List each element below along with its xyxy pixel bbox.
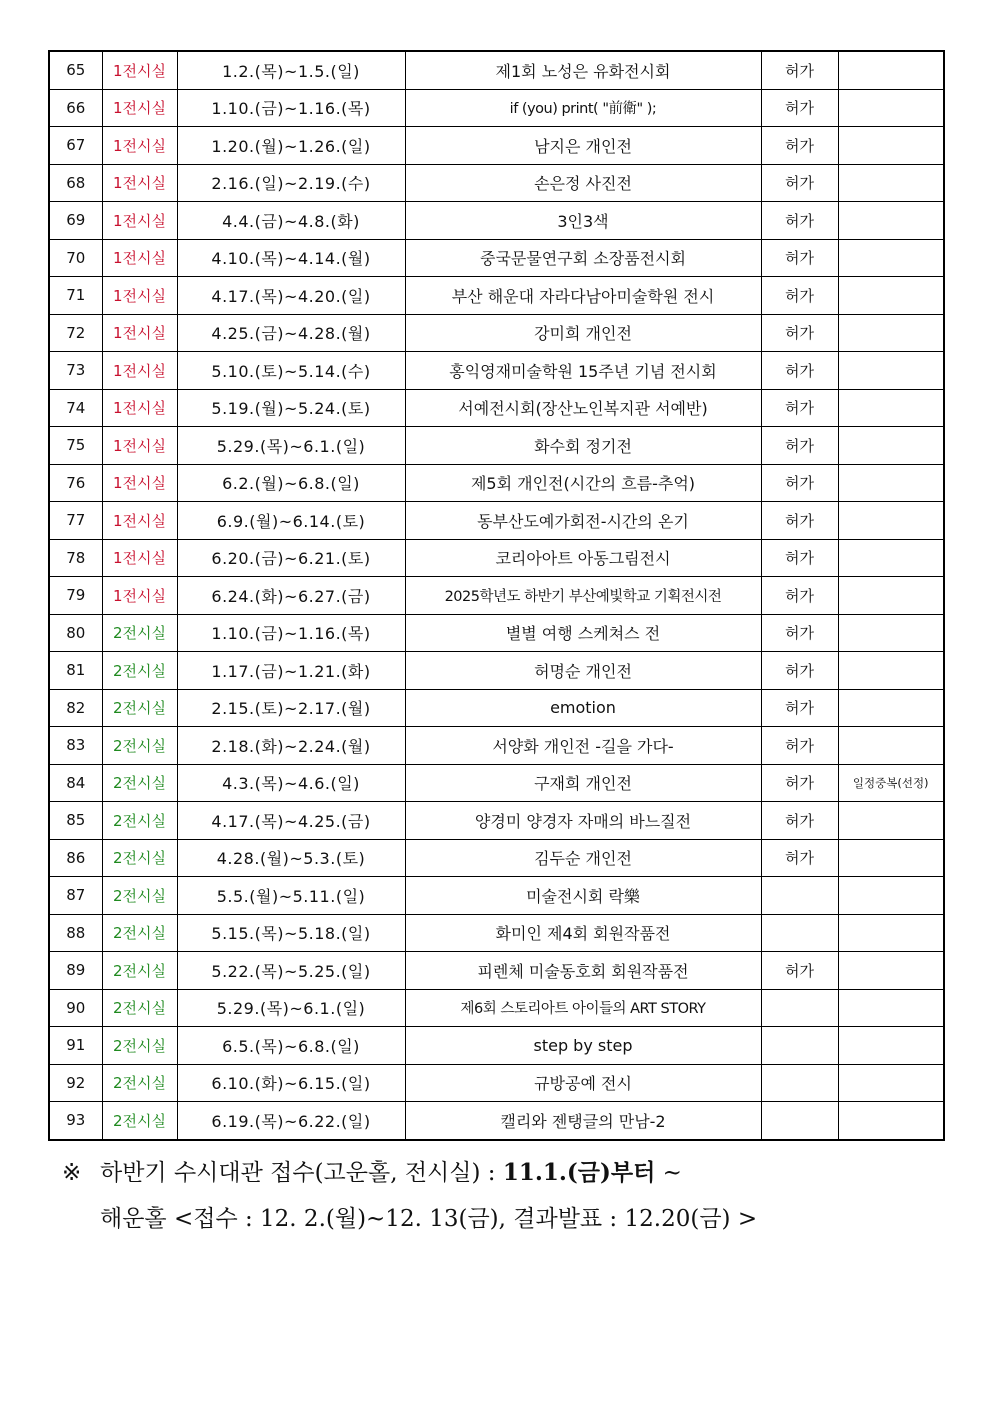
- room-cell: 2전시실: [102, 652, 177, 690]
- date-cell: 6.9.(월)~6.14.(토): [177, 502, 405, 540]
- note-cell: [838, 239, 944, 277]
- note-cell: [838, 1102, 944, 1140]
- room-cell: 1전시실: [102, 577, 177, 615]
- row-number: 66: [49, 89, 102, 127]
- room-cell: 1전시실: [102, 127, 177, 165]
- room-cell: 1전시실: [102, 202, 177, 240]
- title-cell: 코리아아트 아동그림전시: [405, 539, 761, 577]
- title-cell: 허명순 개인전: [405, 652, 761, 690]
- date-cell: 4.4.(금)~4.8.(화): [177, 202, 405, 240]
- table-row: [49, 727, 944, 765]
- table-row: [49, 202, 944, 240]
- status-cell: 허가: [761, 614, 838, 652]
- row-number: 71: [49, 277, 102, 315]
- room-cell: 1전시실: [102, 427, 177, 465]
- table-row: [49, 689, 944, 727]
- date-cell: 4.10.(목)~4.14.(월): [177, 239, 405, 277]
- notice-tilde: ~: [655, 1160, 682, 1186]
- room-cell: 1전시실: [102, 89, 177, 127]
- room-cell: 2전시실: [102, 989, 177, 1027]
- table-row: [49, 914, 944, 952]
- notice: [62, 1150, 942, 1242]
- status-cell: 허가: [761, 427, 838, 465]
- date-cell: 5.10.(토)~5.14.(수): [177, 352, 405, 390]
- table-row: [49, 952, 944, 990]
- note-cell: [838, 1027, 944, 1065]
- table-row: [49, 1027, 944, 1065]
- row-number: 68: [49, 164, 102, 202]
- title-cell: 동부산도예가회전-시간의 온기: [405, 502, 761, 540]
- status-cell: [761, 1064, 838, 1102]
- date-cell: 5.22.(목)~5.25.(일): [177, 952, 405, 990]
- table-row: [49, 652, 944, 690]
- title-cell: 화수회 정기전: [405, 427, 761, 465]
- date-cell: 6.19.(목)~6.22.(일): [177, 1102, 405, 1140]
- status-cell: 허가: [761, 577, 838, 615]
- table-row: [49, 764, 944, 802]
- title-cell: if (you) print( "前衛" );: [405, 89, 761, 127]
- room-cell: 2전시실: [102, 1064, 177, 1102]
- status-cell: 허가: [761, 652, 838, 690]
- table-row: [49, 989, 944, 1027]
- reference-mark: ※: [62, 1160, 82, 1186]
- title-cell: 김두순 개인전: [405, 839, 761, 877]
- status-cell: 허가: [761, 802, 838, 840]
- title-cell: 중국문물연구회 소장품전시회: [405, 239, 761, 277]
- table-row: [49, 277, 944, 315]
- note-cell: [838, 427, 944, 465]
- room-cell: 2전시실: [102, 764, 177, 802]
- title-cell: 서예전시회(장산노인복지관 서예반): [405, 389, 761, 427]
- status-cell: 허가: [761, 464, 838, 502]
- note-cell: [838, 877, 944, 915]
- row-number: 85: [49, 802, 102, 840]
- date-cell: 4.25.(금)~4.28.(월): [177, 314, 405, 352]
- room-cell: 2전시실: [102, 952, 177, 990]
- room-cell: 1전시실: [102, 239, 177, 277]
- status-cell: 허가: [761, 277, 838, 315]
- title-cell: step by step: [405, 1027, 761, 1065]
- date-cell: 2.16.(일)~2.19.(수): [177, 164, 405, 202]
- date-cell: 5.5.(월)~5.11.(일): [177, 877, 405, 915]
- row-number: 77: [49, 502, 102, 540]
- title-cell: 2025학년도 하반기 부산예빛학교 기획전시전: [405, 577, 761, 615]
- room-cell: 1전시실: [102, 502, 177, 540]
- title-cell: emotion: [405, 689, 761, 727]
- row-number: 80: [49, 614, 102, 652]
- status-cell: [761, 1027, 838, 1065]
- row-number: 91: [49, 1027, 102, 1065]
- date-cell: 1.10.(금)~1.16.(목): [177, 89, 405, 127]
- note-cell: [838, 652, 944, 690]
- note-cell: [838, 689, 944, 727]
- date-cell: 6.24.(화)~6.27.(금): [177, 577, 405, 615]
- note-cell: [838, 577, 944, 615]
- note-cell: [838, 89, 944, 127]
- title-cell: 제1회 노성은 유화전시회: [405, 51, 761, 89]
- date-cell: 4.28.(월)~5.3.(토): [177, 839, 405, 877]
- note-cell: [838, 802, 944, 840]
- note-cell: [838, 1064, 944, 1102]
- title-cell: 화미인 제4회 회원작품전: [405, 914, 761, 952]
- room-cell: 1전시실: [102, 539, 177, 577]
- note-cell: [838, 352, 944, 390]
- room-cell: 2전시실: [102, 1102, 177, 1140]
- note-cell: [838, 389, 944, 427]
- title-cell: 별별 여행 스케쳐스 전: [405, 614, 761, 652]
- room-cell: 2전시실: [102, 914, 177, 952]
- room-cell: 2전시실: [102, 802, 177, 840]
- table-row: [49, 427, 944, 465]
- row-number: 69: [49, 202, 102, 240]
- date-cell: 1.10.(금)~1.16.(목): [177, 614, 405, 652]
- note-cell: [838, 202, 944, 240]
- note-cell: [838, 277, 944, 315]
- date-cell: 2.15.(토)~2.17.(월): [177, 689, 405, 727]
- title-cell: 서양화 개인전 -길을 가다-: [405, 727, 761, 765]
- note-cell: [838, 839, 944, 877]
- table-row: [49, 51, 944, 89]
- status-cell: [761, 914, 838, 952]
- row-number: 79: [49, 577, 102, 615]
- date-cell: 1.17.(금)~1.21.(화): [177, 652, 405, 690]
- table-row: [49, 89, 944, 127]
- row-number: 65: [49, 51, 102, 89]
- schedule-body: [49, 51, 944, 1140]
- date-cell: 6.5.(목)~6.8.(일): [177, 1027, 405, 1065]
- status-cell: 허가: [761, 239, 838, 277]
- row-number: 72: [49, 314, 102, 352]
- note-cell: [838, 464, 944, 502]
- row-number: 93: [49, 1102, 102, 1140]
- date-cell: 5.29.(목)~6.1.(일): [177, 989, 405, 1027]
- room-cell: 2전시실: [102, 689, 177, 727]
- note-cell: [838, 127, 944, 165]
- status-cell: 허가: [761, 689, 838, 727]
- room-cell: 1전시실: [102, 389, 177, 427]
- status-cell: 허가: [761, 352, 838, 390]
- date-cell: 2.18.(화)~2.24.(월): [177, 727, 405, 765]
- title-cell: 미술전시회 락樂: [405, 877, 761, 915]
- row-number: 87: [49, 877, 102, 915]
- table-row: [49, 239, 944, 277]
- status-cell: 허가: [761, 89, 838, 127]
- title-cell: 캘리와 젠탱글의 만남-2: [405, 1102, 761, 1140]
- table-row: [49, 502, 944, 540]
- row-number: 73: [49, 352, 102, 390]
- table-row: [49, 877, 944, 915]
- title-cell: 제5회 개인전(시간의 흐름-추억): [405, 464, 761, 502]
- table-row: [49, 352, 944, 390]
- rental-schedule-table: [48, 50, 945, 1141]
- date-cell: 5.15.(목)~5.18.(일): [177, 914, 405, 952]
- date-cell: 6.2.(월)~6.8.(일): [177, 464, 405, 502]
- room-cell: 2전시실: [102, 839, 177, 877]
- table-row: [49, 1102, 944, 1140]
- room-cell: 1전시실: [102, 352, 177, 390]
- room-cell: 1전시실: [102, 314, 177, 352]
- date-cell: 6.20.(금)~6.21.(토): [177, 539, 405, 577]
- status-cell: 허가: [761, 952, 838, 990]
- title-cell: 구재희 개인전: [405, 764, 761, 802]
- row-number: 74: [49, 389, 102, 427]
- note-cell: [838, 314, 944, 352]
- row-number: 89: [49, 952, 102, 990]
- notice-start-date: 11.1.(금)부터: [502, 1159, 656, 1186]
- date-cell: 1.2.(목)~1.5.(일): [177, 51, 405, 89]
- date-cell: 4.17.(목)~4.20.(일): [177, 277, 405, 315]
- note-cell: [838, 914, 944, 952]
- note-cell: [838, 989, 944, 1027]
- note-cell: [838, 164, 944, 202]
- status-cell: 허가: [761, 764, 838, 802]
- table-row: [49, 464, 944, 502]
- note-cell: [838, 502, 944, 540]
- row-number: 75: [49, 427, 102, 465]
- note-cell: [838, 952, 944, 990]
- row-number: 81: [49, 652, 102, 690]
- status-cell: 허가: [761, 389, 838, 427]
- title-cell: 3인3색: [405, 202, 761, 240]
- title-cell: 제6회 스토리아트 아이들의 ART STORY: [405, 989, 761, 1027]
- status-cell: 허가: [761, 202, 838, 240]
- date-cell: 1.20.(월)~1.26.(일): [177, 127, 405, 165]
- title-cell: 규방공예 전시: [405, 1064, 761, 1102]
- table-row: [49, 127, 944, 165]
- date-cell: 6.10.(화)~6.15.(일): [177, 1064, 405, 1102]
- title-cell: 부산 해운대 자라다남아미술학원 전시: [405, 277, 761, 315]
- date-cell: 4.17.(목)~4.25.(금): [177, 802, 405, 840]
- title-cell: 피렌체 미술동호회 회원작품전: [405, 952, 761, 990]
- notice-text: 하반기 수시대관 접수(고운홀, 전시실) :: [100, 1160, 503, 1186]
- table-row: [49, 1064, 944, 1102]
- status-cell: 허가: [761, 727, 838, 765]
- room-cell: 2전시실: [102, 1027, 177, 1065]
- room-cell: 2전시실: [102, 614, 177, 652]
- table-row: [49, 314, 944, 352]
- room-cell: 1전시실: [102, 164, 177, 202]
- row-number: 76: [49, 464, 102, 502]
- title-cell: 남지은 개인전: [405, 127, 761, 165]
- table-row: [49, 614, 944, 652]
- date-cell: 4.3.(목)~4.6.(일): [177, 764, 405, 802]
- status-cell: 허가: [761, 502, 838, 540]
- status-cell: 허가: [761, 314, 838, 352]
- table-row: [49, 539, 944, 577]
- status-cell: [761, 877, 838, 915]
- date-cell: 5.29.(목)~6.1.(일): [177, 427, 405, 465]
- row-number: 70: [49, 239, 102, 277]
- row-number: 90: [49, 989, 102, 1027]
- row-number: 82: [49, 689, 102, 727]
- row-number: 67: [49, 127, 102, 165]
- row-number: 86: [49, 839, 102, 877]
- title-cell: 손은정 사진전: [405, 164, 761, 202]
- status-cell: [761, 1102, 838, 1140]
- table-row: [49, 577, 944, 615]
- note-cell: [838, 614, 944, 652]
- table-row: [49, 164, 944, 202]
- notice-line-1: [62, 1150, 942, 1196]
- note-cell: [838, 539, 944, 577]
- row-number: 84: [49, 764, 102, 802]
- room-cell: 1전시실: [102, 51, 177, 89]
- note-cell: 일정중복(선정): [838, 764, 944, 802]
- table-row: [49, 389, 944, 427]
- table-row: [49, 802, 944, 840]
- row-number: 92: [49, 1064, 102, 1102]
- status-cell: 허가: [761, 839, 838, 877]
- row-number: 88: [49, 914, 102, 952]
- note-cell: [838, 51, 944, 89]
- note-cell: [838, 727, 944, 765]
- title-cell: 강미희 개인전: [405, 314, 761, 352]
- room-cell: 1전시실: [102, 277, 177, 315]
- notice-line-2: 해운홀 <접수 : 12. 2.(월)~12. 13(금), 결과발표 : 12.20(금) >: [100, 1206, 758, 1232]
- status-cell: 허가: [761, 127, 838, 165]
- room-cell: 1전시실: [102, 464, 177, 502]
- status-cell: 허가: [761, 51, 838, 89]
- title-cell: 양경미 양경자 자매의 바느질전: [405, 802, 761, 840]
- row-number: 78: [49, 539, 102, 577]
- room-cell: 2전시실: [102, 877, 177, 915]
- title-cell: 홍익영재미술학원 15주년 기념 전시회: [405, 352, 761, 390]
- status-cell: 허가: [761, 539, 838, 577]
- date-cell: 5.19.(월)~5.24.(토): [177, 389, 405, 427]
- row-number: 83: [49, 727, 102, 765]
- room-cell: 2전시실: [102, 727, 177, 765]
- status-cell: 허가: [761, 164, 838, 202]
- table-row: [49, 839, 944, 877]
- status-cell: [761, 989, 838, 1027]
